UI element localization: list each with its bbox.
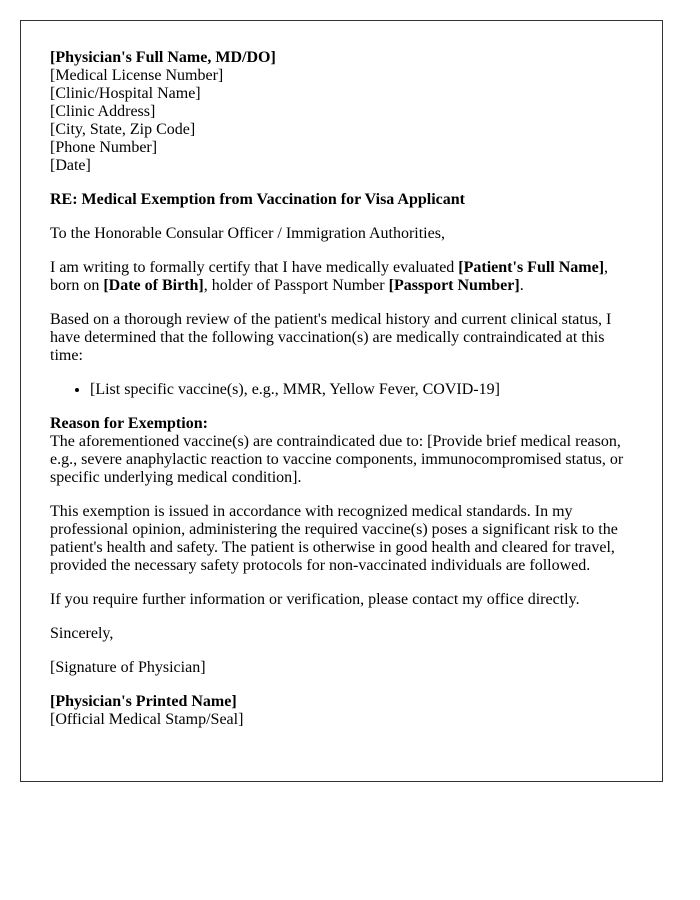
city-state-zip: [City, State, Zip Code] <box>50 121 196 138</box>
certification-text-3: , holder of Passport Number <box>203 277 389 294</box>
vaccine-list <box>50 381 632 399</box>
patient-name: [Patient's Full Name] <box>458 259 605 276</box>
certification-paragraph <box>50 259 632 295</box>
license-number: [Medical License Number] <box>50 67 224 84</box>
signature-placeholder: [Signature of Physician] <box>50 659 206 676</box>
contact-paragraph: If you require further information or verification, please contact my office directly. <box>50 591 580 608</box>
certification-text-2: , born on <box>50 259 609 294</box>
certification-text-1: I am writing to formally certify that I have medically evaluated <box>50 259 459 276</box>
closing: Sincerely, <box>50 625 114 642</box>
clinic-name: [Clinic/Hospital Name] <box>50 85 201 102</box>
subject-line: RE: Medical Exemption from Vaccination for Visa Applicant <box>50 191 465 208</box>
letter-date: [Date] <box>50 157 91 174</box>
reason-section <box>50 415 632 487</box>
printed-name: [Physician's Printed Name] <box>50 693 237 710</box>
standards-paragraph: This exemption is issued in accordance with recognized medical standards. In my professional opinion, administering the required vaccine(s) poses a significant risk to the patient's health and safety. The patient is otherwise in good health and cleared for travel, provided the necessary safety protocols for non-vaccinated individuals are followed. <box>50 503 618 574</box>
salutation: To the Honorable Consular Officer / Immigration Authorities, <box>50 225 445 242</box>
date-of-birth: [Date of Birth] <box>103 277 204 294</box>
medical-stamp: [Official Medical Stamp/Seal] <box>50 711 244 728</box>
vaccine-list-item: • [List specific vaccine(s), e.g., MMR, Yellow Fever, COVID-19] <box>90 381 632 399</box>
phone-number: [Phone Number] <box>50 139 158 156</box>
signature-block <box>50 693 632 729</box>
review-paragraph: Based on a thorough review of the patient's medical history and current clinical status, I have determined that the following vaccination(s) are medically contraindicated at this time: <box>50 311 612 364</box>
certification-text-4: . <box>519 277 524 294</box>
letter-document <box>20 20 663 782</box>
letterhead <box>50 49 632 175</box>
reason-heading: Reason for Exemption: <box>50 415 208 432</box>
reason-text: The aforementioned vaccine(s) are contraindicated due to: [Provide brief medical reason, e.g., severe anaphylactic reaction to vaccine components, immunocompromised status, or specific underlying medical condition]. <box>50 433 624 486</box>
clinic-address: [Clinic Address] <box>50 103 156 120</box>
passport-number: [Passport Number] <box>388 277 520 294</box>
physician-name: [Physician's Full Name, MD/DO] <box>50 49 276 66</box>
